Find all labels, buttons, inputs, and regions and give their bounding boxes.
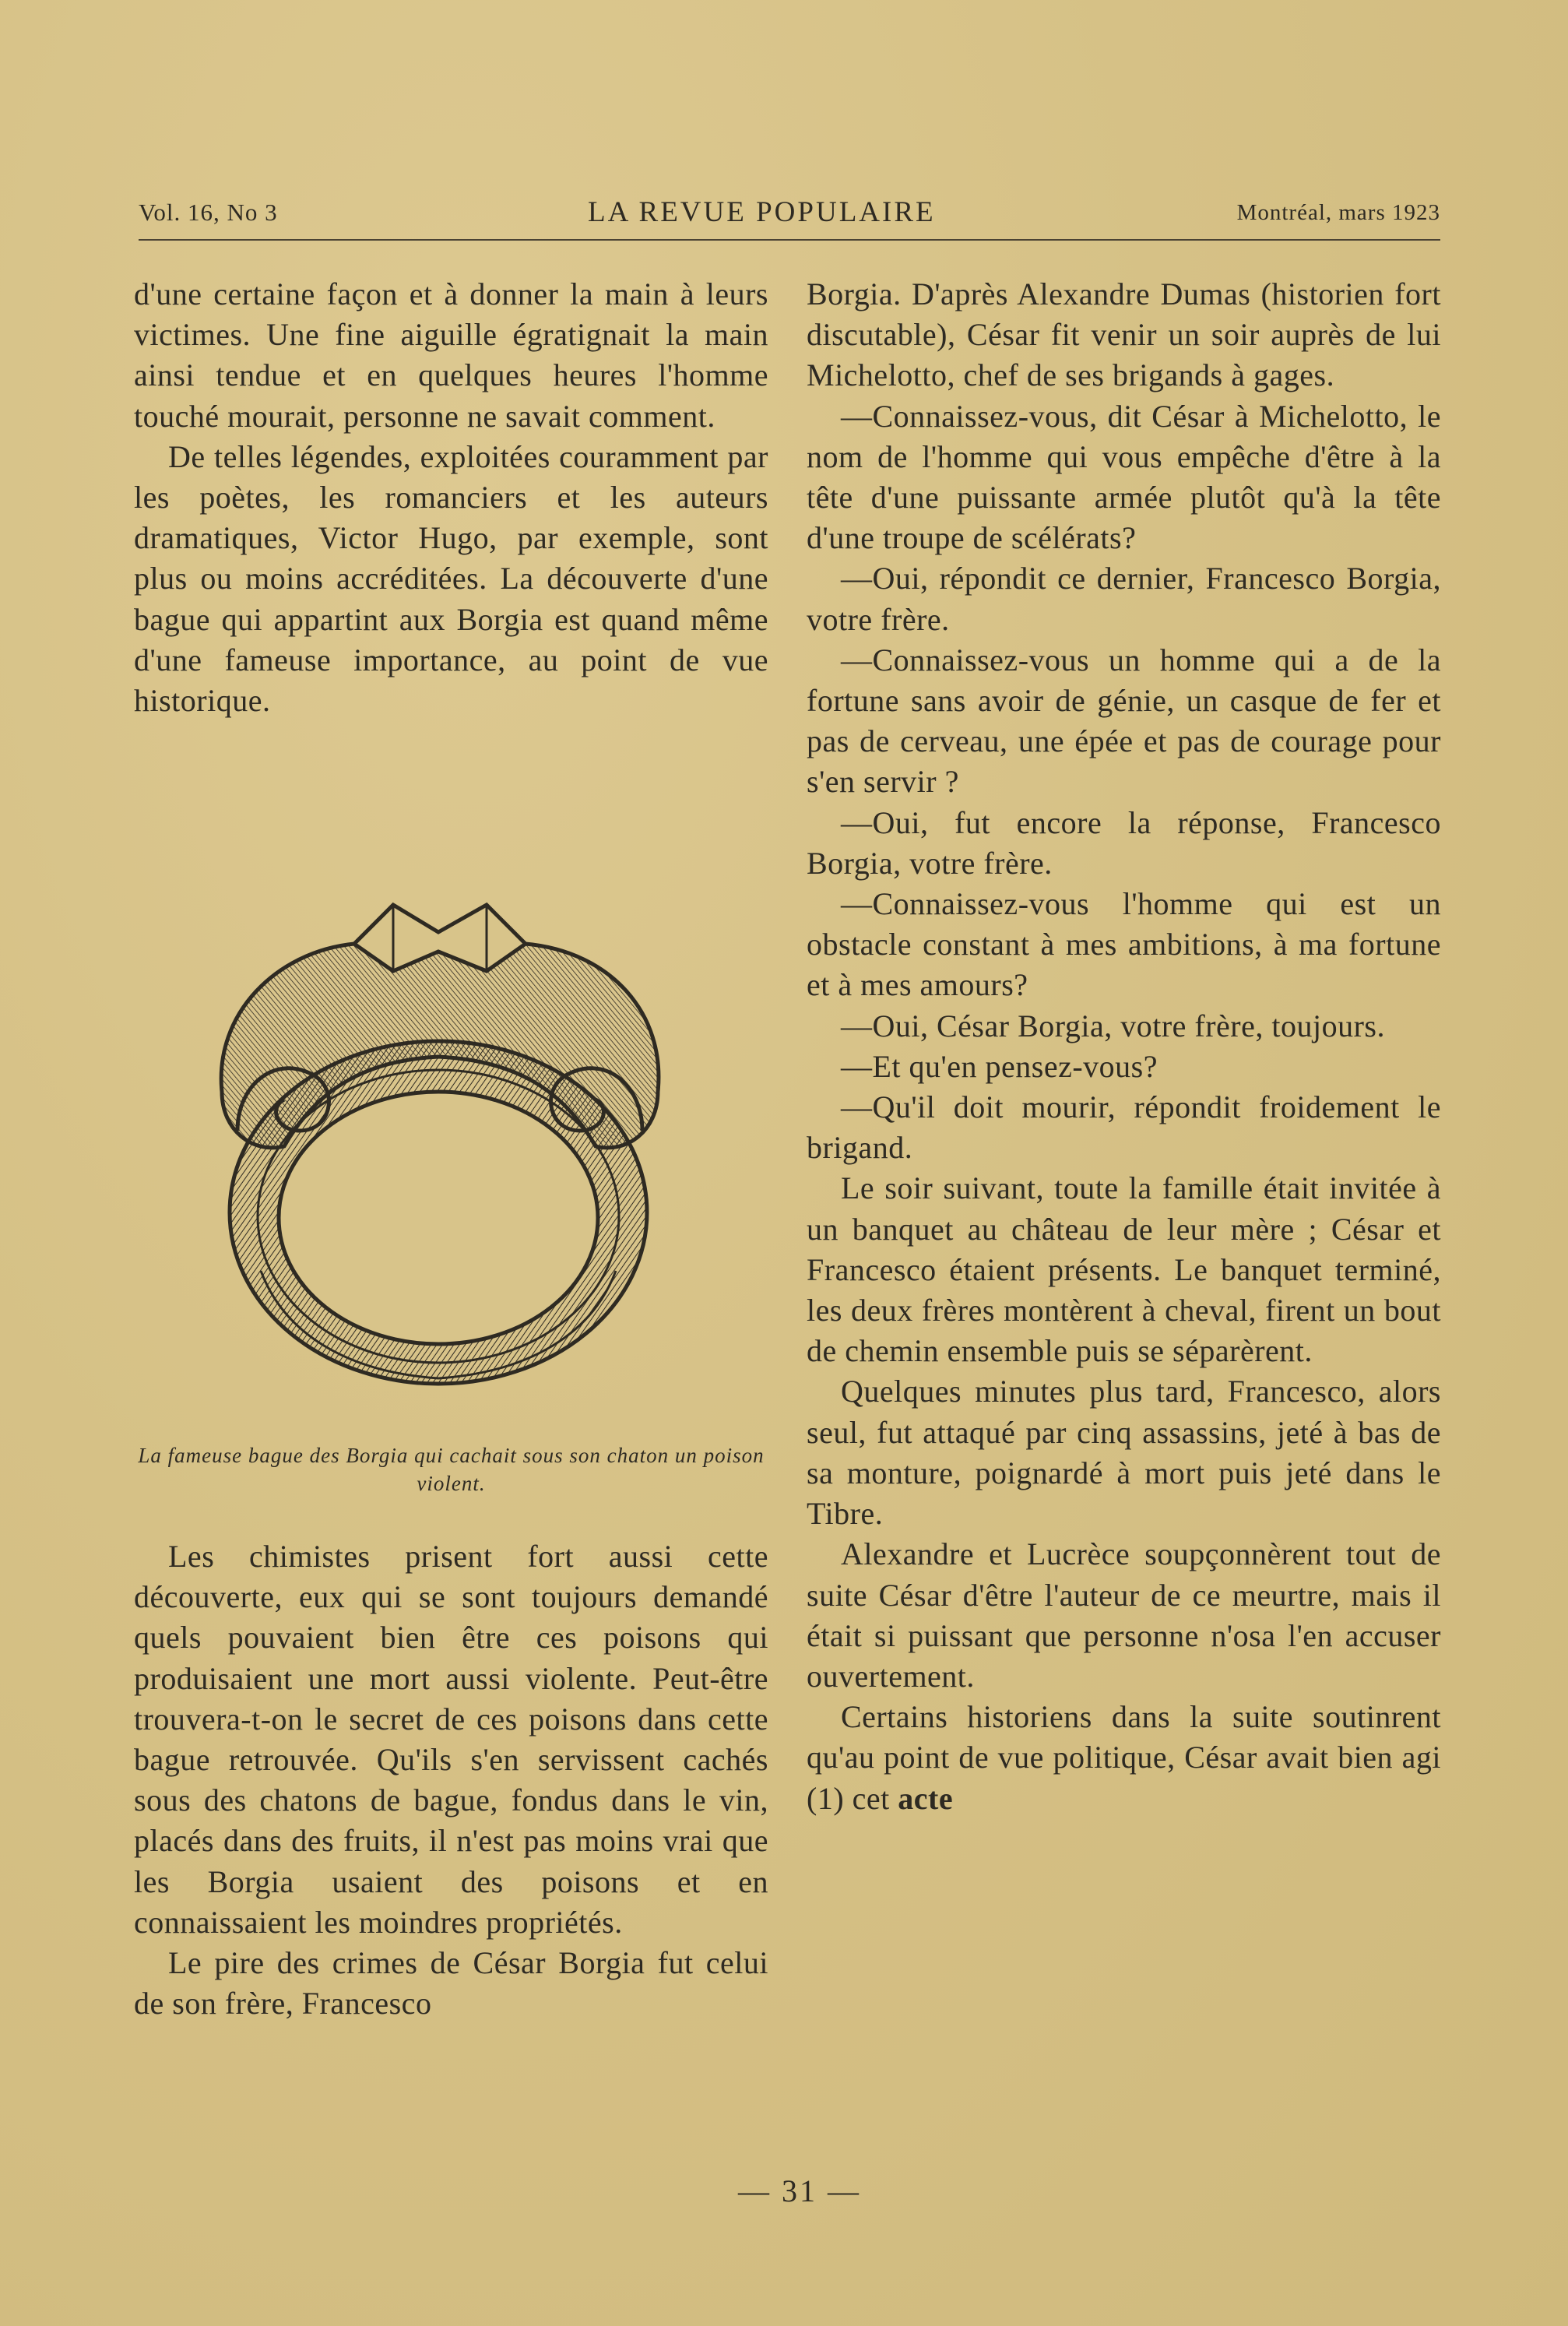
paragraph: —Connaissez-vous, dit César à Michelotto, le nom de l'homme qui vous empêche d'être à la tête d'une puissante armée plutôt qu'à la tête d'une troupe de scélérats? (807, 398, 1441, 556)
left-column-top (134, 274, 768, 721)
paragraph: —Connaissez-vous un homme qui a de la fortune sans avoir de génie, un casque de fer et pas de cerveau, une épée et pas de courage pour s'en servir ? (807, 642, 1441, 800)
paragraph: —Oui, César Borgia, votre frère, toujours. (841, 1008, 1385, 1043)
paragraph-text: Certains historiens dans la suite soutinrent qu'au point de vue politique, César avait bien agi (1) cet (807, 1699, 1441, 1816)
paragraph: Borgia. D'après Alexandre Dumas (historien fort discutable), César fit venir un soir auprès de lui Michelotto, chef de ses brigands à gages. (807, 276, 1441, 393)
running-header (139, 196, 1440, 230)
last-paragraph (807, 1697, 1441, 1819)
paragraph: —Qu'il doit mourir, répondit froidement le brigand. (807, 1089, 1441, 1166)
paragraph: —Et qu'en pensez-vous? (841, 1048, 1158, 1084)
paragraph: Le soir suivant, toute la famille était invitée à un banquet au château de leur mère ; César et Francesco étaient présents. Le banquet terminé, les deux frères montèrent à cheval, firent un bout de chemin ensemble puis se séparèrent. (807, 1170, 1441, 1369)
paragraph: Alexandre et Lucrèce soupçonnèrent tout de suite César d'être l'auteur de ce meurtre, mais il était si puissant que personne n'osa l'en accuser ouvertement. (807, 1536, 1441, 1694)
ring-drawing (191, 897, 705, 1392)
borgia-ring-illustration (191, 897, 705, 1392)
paragraph: —Connaissez-vous l'homme qui est un obstacle constant à mes ambitions, à ma fortune et à mes amours? (807, 886, 1441, 1003)
paragraph: —Oui, répondit ce dernier, Francesco Borgia, votre frère. (807, 561, 1441, 637)
paragraph: Les chimistes prisent fort aussi cette découverte, eux qui se sont toujours demandé quels pouvaient bien être ces poisons qui produisaient une mort aussi violente. Peut-être trouvera-t-on le secret de ces poisons dans cette bague retrouvée. Qu'ils s'en servissent cachés sous des chatons de bague, fondus dans le vin, placés dans des fruits, il n'est pas moins vrai que les Borgia usaient des poisons et en connaissaient les moindres propriétés. (134, 1539, 768, 1940)
paragraph: Le pire des crimes de César Borgia fut celui de son frère, Francesco (134, 1945, 768, 2022)
volume-number: Vol. 16, No 3 (139, 199, 278, 226)
paragraph: d'une certaine façon et à donner la main à leurs victimes. Une fine aiguille égratignait la main ainsi tendue et en quelques heures l'homme touché mourait, personne ne savait comment. (134, 276, 768, 434)
last-word: acte (898, 1780, 954, 1816)
left-column-bottom (134, 1536, 768, 2024)
figure-caption: La fameuse bague des Borgia qui cachait sous son chaton un poison violent. (138, 1444, 765, 1495)
journal-title: LA REVUE POPULAIRE (588, 196, 936, 228)
paragraph: De telles légendes, exploitées couramment par les poètes, les romanciers et les auteurs dramatiques, Victor Hugo, par exemple, sont plus ou moins accréditées. La découverte d'une bague qui appartint aux Borgia est quand même d'une fameuse importance, au point de vue historique. (134, 438, 768, 719)
header-rule (139, 239, 1440, 241)
paragraph: Quelques minutes plus tard, Francesco, alors seul, fut attaqué par cinq assassins, jeté à bas de sa monture, poignardé à mort puis jeté dans le Tibre. (807, 1374, 1441, 1532)
right-column (807, 274, 1441, 1819)
paragraph: —Oui, fut encore la réponse, Francesco Borgia, votre frère. (807, 804, 1441, 881)
issue-date: Montréal, mars 1923 (1236, 200, 1440, 225)
page-number: — 31 — (738, 2173, 861, 2208)
